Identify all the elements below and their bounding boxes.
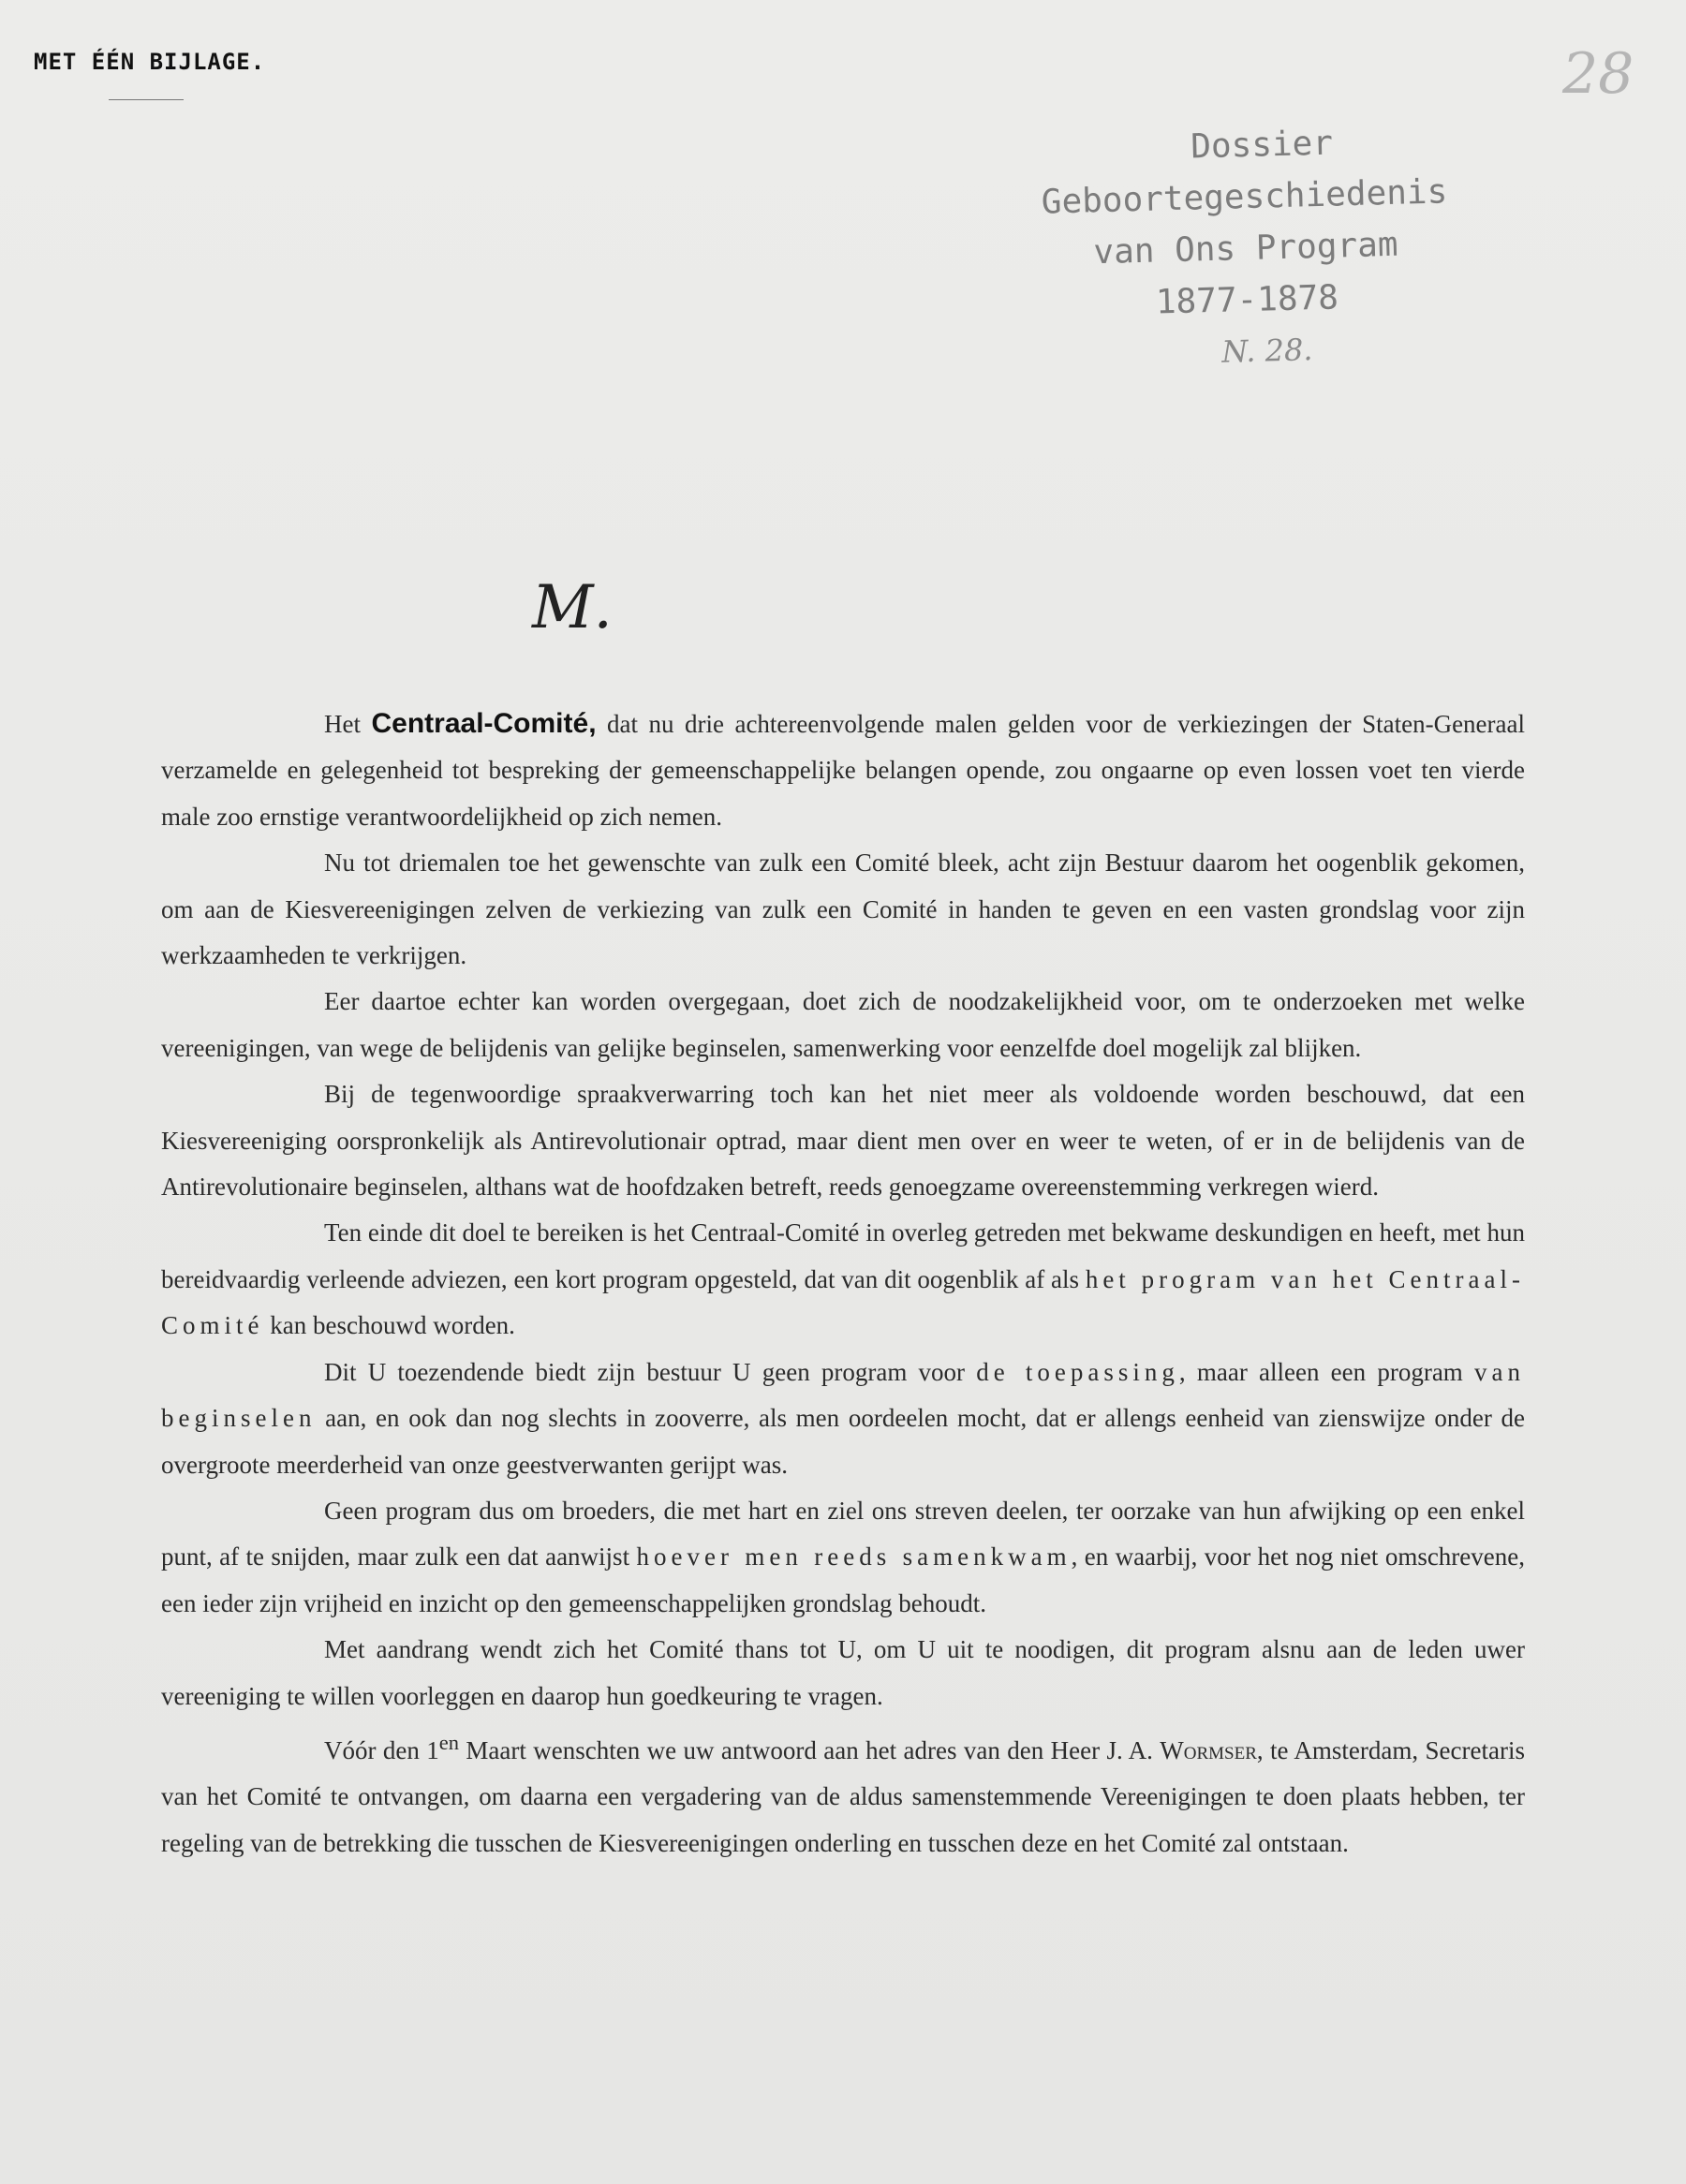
paragraph-text: , te Amsterdam, Secretaris van het Comité te ontvangen, om daarna een vergadering van de aldus samenstemmende Vereenigingen te doen plaats hebben, ter regeling van de betrekking die tusschen de Kiesvereenigingen onderling en tusschen deze en het Comité zal ontstaan. bbox=[161, 1735, 1525, 1857]
stamp-line-4: 1877-1878 bbox=[1155, 278, 1339, 322]
paragraph-text: , maar alleen een program bbox=[1178, 1357, 1474, 1386]
paragraph-text: Het bbox=[324, 710, 372, 738]
paragraph-text: Geen program dus om broeders, die met hart en ziel ons streven deelen, ter oorzake van hun afwijking op een enkel punt, af te snijden, maar zulk een dat aanwijst bbox=[161, 1496, 1525, 1572]
letter-body bbox=[161, 701, 1525, 1867]
paragraph: Nu tot driemalen toe het gewenschte van zulk een Comité bleek, acht zijn Bestuur daarom het oogenblik gekomen, om aan de Kiesvereenigingen zelven de verkiezing van zulk een Comité in handen te geven en een vasten grondslag voor zijn werkzaamheden te verkrijgen. bbox=[161, 849, 1525, 970]
paragraph-text: kan beschouwd worden. bbox=[263, 1311, 515, 1340]
paragraph bbox=[161, 1210, 1525, 1349]
emphasis-text: van beginselen bbox=[161, 1357, 1525, 1433]
organization-name: Centraal-Comité, bbox=[371, 708, 597, 739]
paragraph-text: Ten einde dit doel te bereiken is het Centraal-Comité in overleg getreden met bekwame deskundigen en heeft, met hun bereidvaardig verleende adviezen, een kort program opgesteld, dat van dit oogenblik af als bbox=[161, 1218, 1525, 1293]
emphasis-text: het program van het Centraal-Comité bbox=[161, 1264, 1525, 1340]
stamp-line-1: Dossier bbox=[1190, 124, 1334, 167]
archive-stamp bbox=[989, 113, 1501, 384]
salutation: M. bbox=[532, 573, 613, 642]
ordinal-suffix: en bbox=[438, 1730, 460, 1754]
paragraph-text: Vóór den 1 bbox=[324, 1735, 439, 1764]
emphasis-text: de toepassing bbox=[976, 1357, 1179, 1386]
paragraph-text: Maart wenschten we uw antwoord aan het adres van den Heer J. A. bbox=[459, 1735, 1161, 1764]
paragraph-text: Dit U toezendende biedt zijn bestuur U geen program voor bbox=[324, 1357, 977, 1386]
paragraph: Bij de tegenwoordige spraakverwarring toch kan het niet meer als voldoende worden beschouwd, dat een Kiesvereeniging oorspronkelijk als Antirevolutionair optrad, maar dient men over en weer te weten, of er in de belijdenis van de Antirevolutionaire beginselen, althans wat de hoofdzaken betreft, reeds genoegzame overeenstemming verkregen wierd. bbox=[161, 1080, 1525, 1202]
paragraph-text: dat nu drie achtereenvolgende malen gelden voor de verkiezingen der Staten-Generaal verzamelde en gelegenheid tot bespreking der gemeenschappelijke belangen opende, zou ongaarne op even lossen voet ten vierde male zoo ernstige verantwoordelijkheid op zich nemen. bbox=[161, 710, 1525, 831]
paragraph bbox=[161, 1719, 1525, 1867]
person-name: Wormser bbox=[1160, 1735, 1257, 1764]
stamp-line-3: van Ons Program bbox=[1092, 225, 1399, 273]
paragraph bbox=[161, 1350, 1525, 1488]
header-divider bbox=[109, 99, 184, 100]
paragraph bbox=[161, 701, 1525, 840]
emphasis-text: hoever men reeds samenkwam bbox=[636, 1542, 1072, 1572]
paragraph bbox=[161, 1488, 1525, 1627]
paragraph-text: , en waarbij, voor het nog niet omschrevene, een ieder zijn vrijheid en inzicht op den gemeenschappelijken grondslag behoudt. bbox=[161, 1542, 1526, 1617]
paragraph: Eer daartoe echter kan worden overgegaan, doet zich de noodzakelijkheid voor, om te onderzoeken met welke vereenigingen, van wege de belijdenis van gelijke beginselen, samenwerking voor eenzelfde doel mogelijk zal blijken. bbox=[161, 987, 1525, 1062]
paragraph-text: aan, en ook dan nog slechts in zooverre, als men oordeelen mocht, dat er allengs eenheid van zienswijze onder de overgroote meerderheid van onze geestverwanten gerijpt was. bbox=[161, 1404, 1525, 1479]
paragraph: Met aandrang wendt zich het Comité thans tot U, om U uit te noodigen, dit program alsnu aan de leden uwer vereeniging te willen voorleggen en daarop hun goedkeuring te vragen. bbox=[161, 1635, 1525, 1710]
attachment-note: MET ÉÉN BIJLAGE. bbox=[34, 49, 266, 75]
page-number: 28 bbox=[1562, 41, 1634, 107]
stamp-line-2: Geboortegeschiedenis bbox=[1041, 172, 1448, 222]
stamp-line-5: N. 28. bbox=[1220, 332, 1313, 370]
